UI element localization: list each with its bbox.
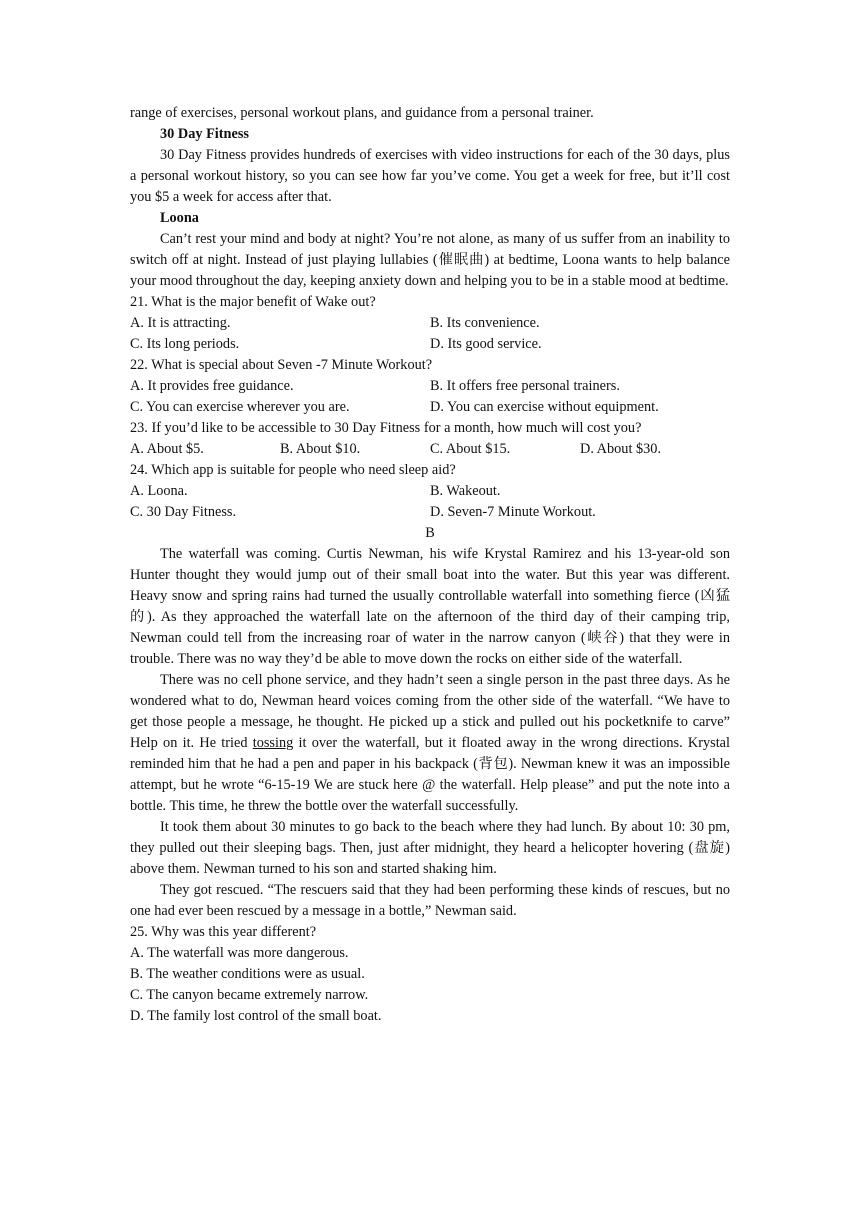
option-23-d: D. About $30. [580, 441, 662, 457]
option-23-a: A. About $5. [130, 441, 204, 457]
app-desc-30-day-fitness: 30 Day Fitness provides hundreds of exercises with video instructions for each of the 30 days, plus a personal workout history, so you can see how far you’ve come. You get a week for free, but it’ll cost you $5 a week for access after that. [130, 147, 730, 205]
question-22-options-row-2 [130, 397, 730, 418]
question-22: 22. What is special about Seven -7 Minute Workout? [130, 357, 433, 373]
passage-b-paragraph-3: It took them about 30 minutes to go back to the beach where they had lunch. By about 10: 30 pm, they pulled out their sleeping bags. Then, just after midnight, they heard a helicopter hovering (盘旋) above them. Newman turned to his son and started shaking him. [130, 819, 730, 877]
option-21-b: B. Its convenience. [430, 315, 540, 331]
app-desc-loona: Can’t rest your mind and body at night? You’re not alone, as many of us suffer from an inability to switch off at night. Instead of just playing lullabies (催眠曲) at bedtime, Loona wants to help balance your mood throughout the day, keeping anxiety down and helping you to be in a stable mood at bedtime. [130, 231, 730, 289]
paragraph-2-part-1: There was no cell phone service, and they hadn’t seen a single person in the past three days. As he wondered what to do, Newman heard voices coming from the other side of the waterfall. “We have to get those people a message, he thought. He picked up a stick and pulled out his pocketknife to carve” Help on it. He tried [130, 672, 730, 751]
question-23-options-row [130, 439, 730, 460]
question-21-options-row-2 [130, 334, 730, 355]
option-22-b: B. It offers free personal trainers. [430, 378, 620, 394]
question-25: 25. Why was this year different? [130, 924, 317, 940]
underlined-word-tossing: tossing [252, 735, 294, 751]
option-21-c: C. Its long periods. [130, 336, 240, 352]
passage-b-paragraph-4: They got rescued. “The rescuers said that they had been performing these kinds of rescues, but no one had ever been rescued by a message in a bottle,” Newman said. [130, 882, 730, 919]
option-25-b: B. The weather conditions were as usual. [130, 966, 365, 982]
app-name-loona: Loona [160, 210, 199, 226]
section-b-label: B [425, 525, 435, 541]
document-page [130, 103, 730, 1027]
option-22-d: D. You can exercise without equipment. [430, 399, 659, 415]
option-25-c: C. The canyon became extremely narrow. [130, 987, 369, 1003]
question-24: 24. Which app is suitable for people who need sleep aid? [130, 462, 456, 478]
option-25-a: A. The waterfall was more dangerous. [130, 945, 349, 961]
option-24-c: C. 30 Day Fitness. [130, 504, 237, 520]
option-23-c: C. About $15. [430, 441, 511, 457]
option-25-d: D. The family lost control of the small boat. [130, 1008, 382, 1024]
app-name-30-day-fitness: 30 Day Fitness [160, 126, 249, 142]
question-21-options-row-1 [130, 313, 730, 334]
option-24-a: A. Loona. [130, 483, 188, 499]
option-21-a: A. It is attracting. [130, 315, 231, 331]
intro-line: range of exercises, personal workout plans, and guidance from a personal trainer. [130, 105, 594, 121]
option-22-a: A. It provides free guidance. [130, 378, 294, 394]
option-23-b: B. About $10. [280, 441, 361, 457]
question-24-options-row-1 [130, 481, 730, 502]
passage-b-paragraph-1: The waterfall was coming. Curtis Newman, his wife Krystal Ramirez and his 13-year-old son Hunter thought they would jump out of their small boat into the water. But this year was different. Heavy snow and spring rains had turned the usually controllable waterfall into something fierce (凶猛的). As they approached the waterfall late on the afternoon of the third day of their camping trip, Newman could tell from the increasing roar of water in the narrow canyon (峡谷) that they were in trouble. There was no way they’d be able to move down the rocks on either side of the waterfall. [130, 546, 730, 667]
question-22-options-row-1 [130, 376, 730, 397]
passage-b-paragraph-2 [130, 670, 730, 817]
question-21: 21. What is the major benefit of Wake out? [130, 294, 376, 310]
option-24-d: D. Seven-7 Minute Workout. [430, 504, 596, 520]
paragraph-2-part-2: it over the waterfall, but it floated away in the wrong directions. Krystal reminded him that he had a pen and paper in his backpack (背包). Newman knew it was an impossible attempt, but he wrote “6-15-19 We are stuck here @ the waterfall. Help please” and put the note into a bottle. This time, he threw the bottle over the waterfall successfully. [130, 735, 730, 814]
option-21-d: D. Its good service. [430, 336, 542, 352]
question-23: 23. If you’d like to be accessible to 30 Day Fitness for a month, how much will cost you? [130, 420, 642, 436]
option-24-b: B. Wakeout. [430, 483, 501, 499]
option-22-c: C. You can exercise wherever you are. [130, 399, 350, 415]
question-24-options-row-2 [130, 502, 730, 523]
